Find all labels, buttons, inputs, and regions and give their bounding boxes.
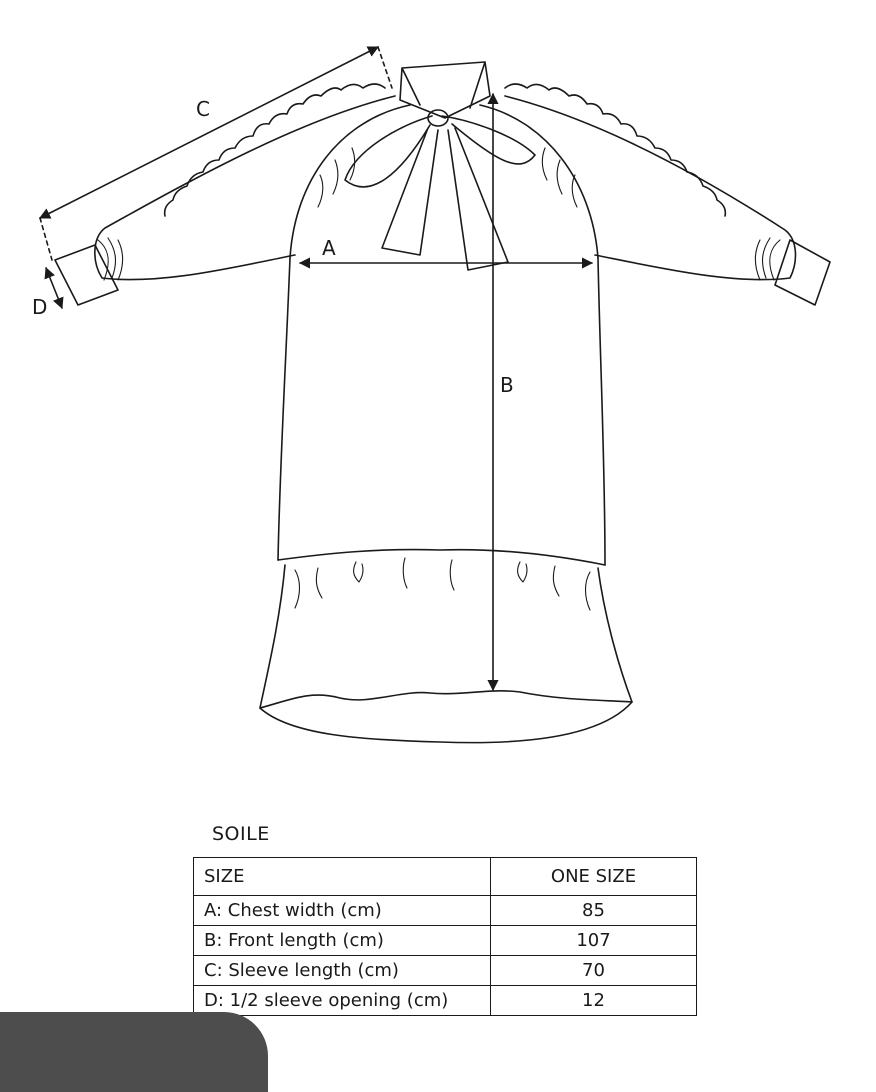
right-ruffle <box>505 84 725 216</box>
row-value: 85 <box>491 896 697 926</box>
bow <box>345 116 535 270</box>
row-label: D: 1/2 sleeve opening (cm) <box>194 986 491 1016</box>
overlay-banner[interactable] <box>0 1012 268 1092</box>
label-c: C <box>196 97 210 121</box>
table-row <box>194 926 697 956</box>
product-name: SOILE <box>212 823 270 845</box>
header-size: SIZE <box>194 858 491 896</box>
label-a: A <box>322 236 336 260</box>
yoke <box>290 105 598 258</box>
label-d: D <box>32 295 48 319</box>
hem <box>260 691 632 743</box>
table-row <box>194 896 697 926</box>
right-sleeve <box>505 96 795 280</box>
row-value: 12 <box>491 986 697 1016</box>
row-label: A: Chest width (cm) <box>194 896 491 926</box>
row-label: C: Sleeve length (cm) <box>194 956 491 986</box>
table-header-row <box>194 858 697 896</box>
header-one-size: ONE SIZE <box>491 858 697 896</box>
left-sleeve <box>95 96 395 280</box>
row-value: 107 <box>491 926 697 956</box>
table-row <box>194 986 697 1016</box>
row-label: B: Front length (cm) <box>194 926 491 956</box>
right-cuff <box>775 240 830 305</box>
size-table <box>193 857 697 1016</box>
table-row <box>194 956 697 986</box>
row-value: 70 <box>491 956 697 986</box>
measure-c-line <box>40 47 378 218</box>
measure-d-line <box>46 268 62 308</box>
collar <box>400 62 490 118</box>
skirt <box>260 565 632 708</box>
waist-seam <box>278 550 605 565</box>
left-cuff <box>55 245 118 305</box>
label-b: B <box>500 373 514 397</box>
dress-body <box>278 258 605 565</box>
